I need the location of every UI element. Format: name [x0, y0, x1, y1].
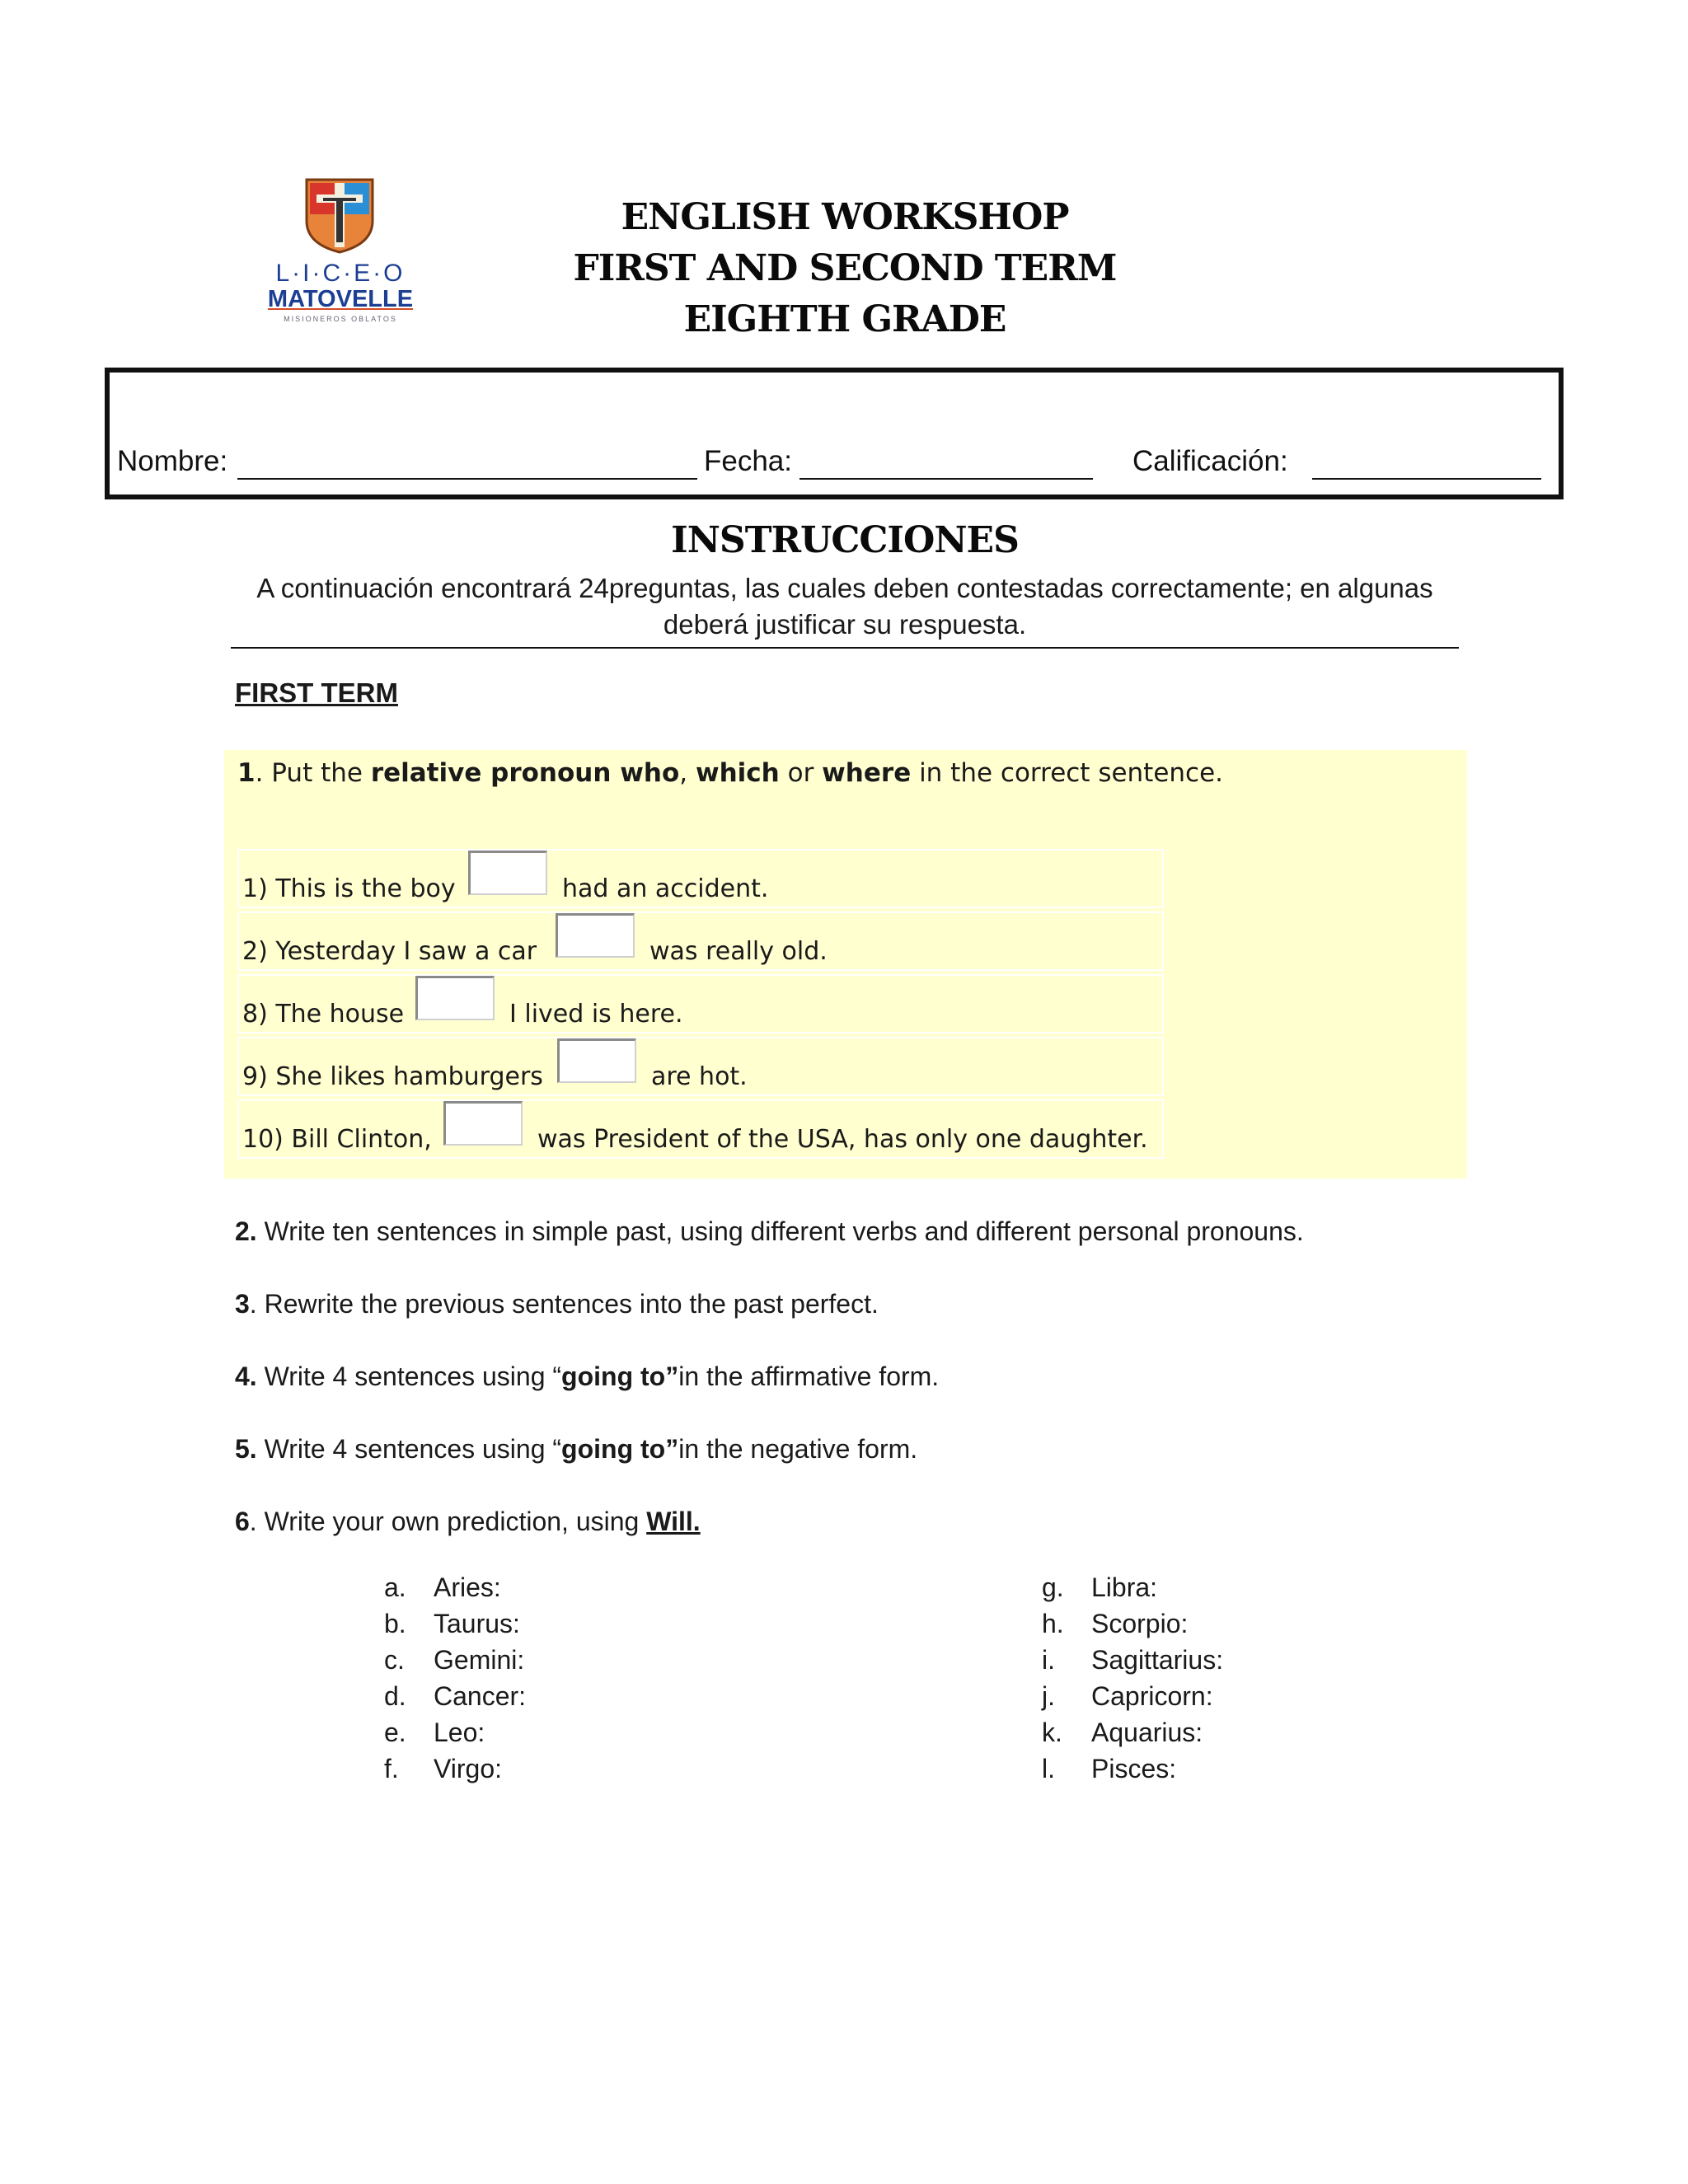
exercise-1-row — [237, 912, 1164, 971]
answer-blank-input[interactable] — [415, 976, 495, 1020]
logo-liceo-text: L·I·C·E·O — [275, 260, 406, 287]
grade-field-line[interactable] — [1312, 478, 1541, 480]
exercise-1-table — [237, 849, 1164, 1162]
title-line-1: ENGLISH WORKSHOP — [621, 196, 1069, 238]
sentence-start: 2) Yesterday I saw a car — [242, 937, 537, 966]
answer-blank-input[interactable] — [443, 1101, 523, 1146]
exercise-1-row — [237, 974, 1164, 1033]
answer-blank-input[interactable] — [557, 1038, 636, 1083]
exercise-1-row — [237, 849, 1164, 908]
question-4: 4. Write 4 sentences using “going to”in the affirmative form. — [235, 1361, 940, 1391]
answer-blank-input[interactable] — [468, 851, 547, 895]
exercise-1-row — [237, 1099, 1164, 1159]
answer-blank-input[interactable] — [556, 913, 635, 958]
school-crest-icon — [303, 176, 376, 254]
instructions-title: INSTRUCCIONES — [671, 519, 1019, 561]
first-term-heading: FIRST TERM — [235, 677, 398, 708]
school-logo — [262, 176, 427, 325]
sentence-end: are hot. — [651, 1062, 748, 1091]
instructions-text — [231, 570, 1459, 643]
instructions-divider — [231, 647, 1459, 649]
sentence-start: 1) This is the boy — [242, 874, 456, 903]
sentence-start: 8) The house — [242, 1000, 405, 1029]
instructions-line-1: A continuación encontrará 24preguntas, las cuales deben contestadas correctamente; en algunas — [256, 573, 1433, 603]
name-label: Nombre: — [117, 445, 228, 477]
title-line-2: FIRST AND SECOND TERM — [573, 247, 1117, 289]
date-label: Fecha: — [704, 445, 792, 477]
date-field-line[interactable] — [799, 478, 1093, 480]
exercise-1-instruction: 1. Put the relative pronoun who, which or where in the correct sentence. — [237, 758, 1224, 788]
worksheet-page: L·I·C·E·O MATOVELLE MISIONEROS OBLATOS ENGLISH WORKSHOP FIRST AND SECOND TERM EIGHTH GRADE Nombre: Fecha: Calificación: INSTRUCCIONES A continuación encontrará 24preguntas, las cuales deben contestadas correctamente; en algunas deberá justificar su respuesta. FIRST TERM 1. Put the relative pronoun who, which or where in the correct sentence. 1) This is the boy had an accident. 2) Yesterday I saw a car was really old. 8) The house I lived is here. 9) She likes hamburgers are hot. 10) Bill Clinton, was President of the USA, has only one daughter. 2. Write ten sentences in simple past, using different verbs and different personal pronouns. 3. Rewrite the previous sentences into the past perfect. 4. Write 4 sentences using “going to”in the affirmative form. 5. Write 4 sentences using “going to”in the negative form. 6. Write your own prediction, using Will. a. Aries: b. Taurus: c. Gemini: d. Cancer: e. Leo: f. Virgo: g. Libra: h. Scorpio: i. Sagittarius: j. Capricorn: k. Aquarius: l. Pisces: — [0, 0, 1688, 2184]
name-field-line[interactable] — [237, 478, 697, 480]
sentence-end: I lived is here. — [509, 1000, 683, 1029]
sentence-start: 9) She likes hamburgers — [242, 1062, 543, 1091]
question-5: 5. Write 4 sentences using “going to”in the negative form. — [235, 1434, 918, 1464]
sentence-end: was President of the USA, has only one daughter. — [537, 1125, 1148, 1154]
instructions-line-2: deberá justificar su respuesta. — [663, 609, 1027, 640]
question-2: 2. Write ten sentences in simple past, using different verbs and different personal pronouns. — [235, 1216, 1304, 1246]
sentence-end: was really old. — [649, 937, 828, 966]
grade-label: Calificación: — [1132, 445, 1288, 477]
title-line-3: EIGHTH GRADE — [683, 298, 1006, 340]
logo-matovelle-text: MATOVELLE — [267, 286, 414, 312]
question-6: 6. Write your own prediction, using Will. — [235, 1507, 701, 1536]
student-info-row — [117, 445, 1551, 486]
exercise-1-row — [237, 1037, 1164, 1096]
logo-motto-text: MISIONEROS OBLATOS — [284, 315, 397, 323]
sentence-start: 10) Bill Clinton, — [242, 1125, 432, 1154]
question-3: 3. Rewrite the previous sentences into the past perfect. — [235, 1289, 879, 1319]
sentence-end: had an accident. — [562, 874, 769, 903]
